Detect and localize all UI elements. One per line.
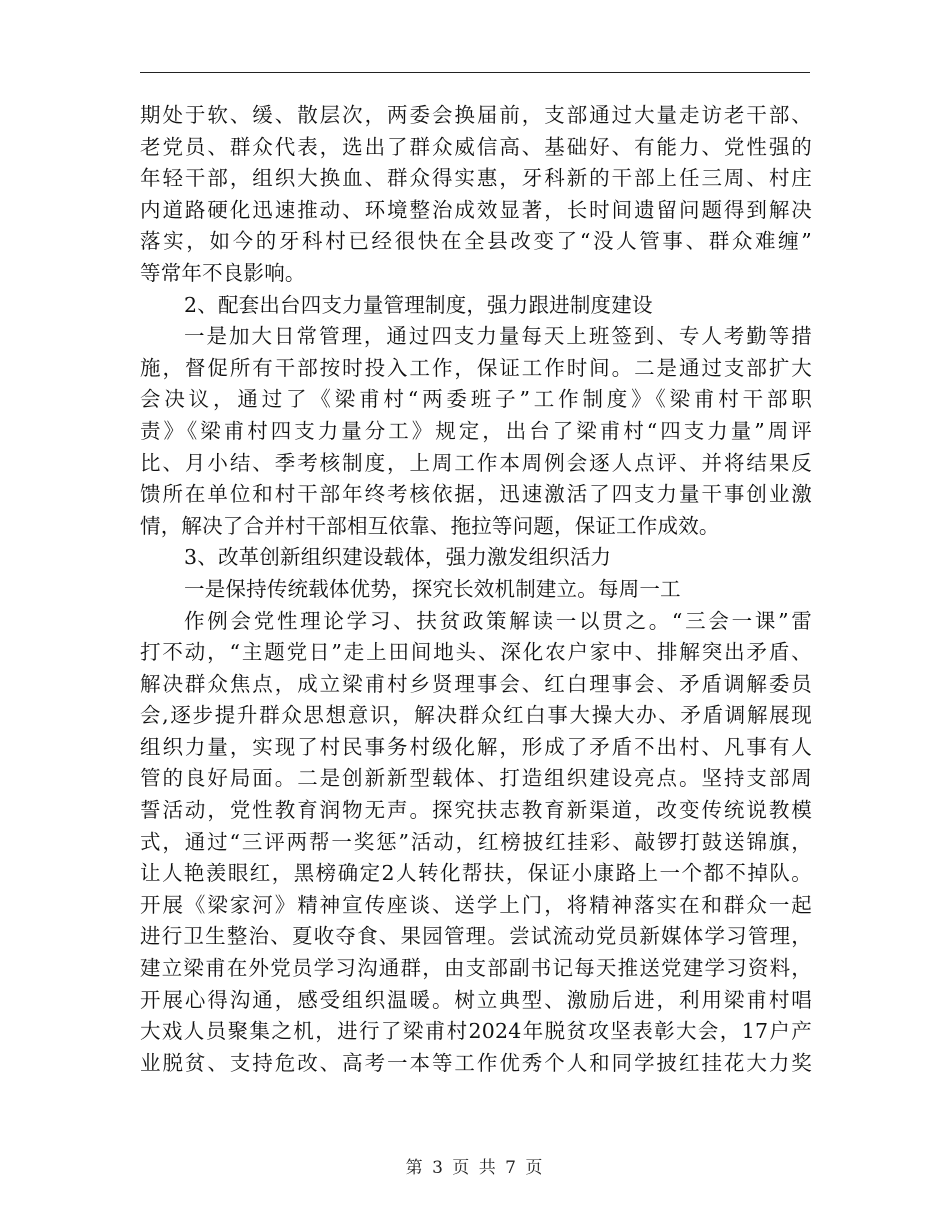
text-line: 建立梁甫在外党员学习沟通群，由支部副书记每天推送党建学习资料， xyxy=(140,956,812,981)
text-line: 施，督促所有干部按时投入工作，保证工作时间。二是通过支部扩大 xyxy=(140,355,812,380)
text-line: 一是加大日常管理，通过四支力量每天上班签到、专人考勤等措 xyxy=(184,324,812,349)
text-line: 责》《梁甫村四支力量分工》规定，出台了梁甫村“四支力量”周评 xyxy=(140,418,812,443)
document-body xyxy=(140,100,812,1079)
text-line: 作例会党性理论学习、扶贫政策解读一以贯之。“三会一课”雷 xyxy=(184,608,812,633)
page-footer: 第 3 页 共 7 页 xyxy=(405,1158,545,1178)
text-line: 业脱贫、支持危改、高考一本等工作优秀个人和同学披红挂花大力奖 xyxy=(140,1050,812,1075)
text-line: 让人艳羡眼红，黑榜确定2人转化帮扶，保证小康路上一个都不掉队。 xyxy=(140,861,812,886)
text-line: 开展《梁家河》精神宣传座谈、送学上门，将精神落实在和群众一起 xyxy=(140,892,812,917)
text-line: 一是保持传统载体优势，探究长效机制建立。每周一工 xyxy=(184,576,681,601)
text-line: 解决群众焦点，成立梁甫村乡贤理事会、红白理事会、矛盾调解委员 xyxy=(140,671,812,696)
text-line: 等常年不良影响。 xyxy=(140,260,306,285)
text-line: 打不动，“主题党日”走上田间地头、深化农户家中、排解突出矛盾、 xyxy=(140,640,812,665)
text-line: 年轻干部，组织大换血、群众得实惠，牙科新的干部上任三周、村庄 xyxy=(140,166,812,191)
text-line: 大戏人员聚集之机，进行了梁甫村2024年脱贫攻坚表彰大会，17户产 xyxy=(140,1019,812,1044)
text-line: 情，解决了合并村干部相互依靠、拖拉等问题，保证工作成效。 xyxy=(140,513,720,538)
text-line: 会,逐步提升群众思想意识，解决群众红白事大操大办、矛盾调解展现 xyxy=(140,703,812,728)
text-line: 组织力量，实现了村民事务村级化解，形成了矛盾不出村、凡事有人 xyxy=(140,734,812,759)
text-line: 落实，如今的牙科村已经很快在全县改变了“没人管事、群众难缠” xyxy=(140,229,812,254)
text-line: 比、月小结、季考核制度，上周工作本周例会逐人点评、并将结果反 xyxy=(140,450,812,475)
text-line: 式，通过“三评两帮一奖惩”活动，红榜披红挂彩、敲锣打鼓送锦旗， xyxy=(140,829,812,854)
text-line: 会决议，通过了《梁甫村“两委班子”工作制度》《梁甫村干部职 xyxy=(140,387,812,412)
text-line: 内道路硬化迅速推动、环境整治成效显著，长时间遗留问题得到解决 xyxy=(140,197,812,222)
text-line: 3、改革创新组织建设载体，强力激发组织活力 xyxy=(184,545,612,570)
text-line: 誓活动，党性教育润物无声。探究扶志教育新渠道，改变传统说教模 xyxy=(140,798,812,823)
text-line: 开展心得沟通，感受组织温暖。树立典型、激励后进，利用梁甫村唱 xyxy=(140,987,812,1012)
text-line: 管的良好局面。二是创新新型载体、打造组织建设亮点。坚持支部周 xyxy=(140,766,812,791)
text-line: 进行卫生整治、夏收夺食、果园管理。尝试流动党员新媒体学习管理， xyxy=(140,924,812,949)
text-line: 馈所在单位和村干部年终考核依据，迅速激活了四支力量干事创业激 xyxy=(140,482,812,507)
text-line: 2、配套出台四支力量管理制度，强力跟进制度建设 xyxy=(184,292,653,317)
text-line: 老党员、群众代表，选出了群众威信高、基础好、有能力、党性强的 xyxy=(140,134,812,159)
text-line: 期处于软、缓、散层次，两委会换届前，支部通过大量走访老干部、 xyxy=(140,103,812,127)
header-rule xyxy=(140,72,810,73)
